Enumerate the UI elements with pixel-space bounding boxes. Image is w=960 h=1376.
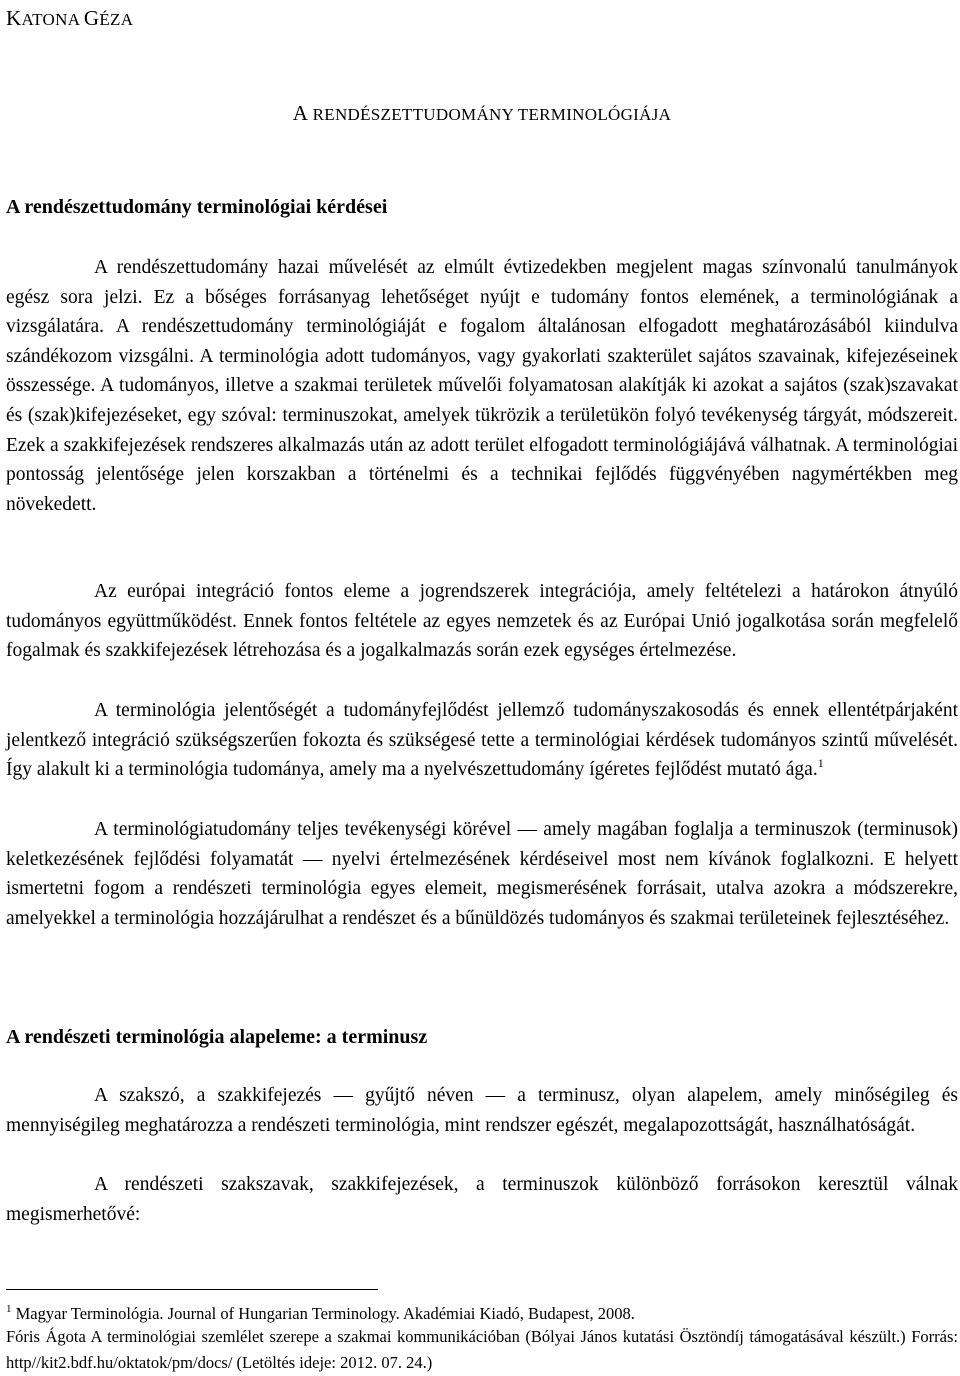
footnote-1-source: Fóris Ágota A terminológiai szemlélet szerepe a szakmai kommunikációban (Bólyai János kutatási Ösztöndíj támogatásával készült.) Forrás: http//kit2.bdf.hu/oktatok/pm/docs/ (Letöltés ideje: 2012. 07. 24.) [6, 1327, 958, 1372]
author-name: KATONA GÉZA [6, 6, 134, 30]
paragraph: A rendészeti szakszavak, szakkifejezések, a terminuszok különböző forrásokon keresztül válnak megismerhetővé: [6, 1174, 958, 1225]
paragraph: Az európai integráció fontos eleme a jogrendszerek integrációja, amely feltételezi a határokon átnyúló tudományos együttműködést. Ennek fontos feltétele az egyes nemzetek és az Európai Unió jogalkotása során megfelelő fogalmak és szakkifejezések létrehozása és a jogalkalmazás során ezek egységes értelmezése. [6, 581, 958, 662]
footnote-separator [6, 1289, 378, 1290]
section-heading-terminology-questions: A rendészettudomány terminológiai kérdései [6, 196, 388, 218]
paragraph: A szakszó, a szakkifejezés — gyűjtő néven — a terminusz, olyan alapelem, amely minőségileg és mennyiségileg meghatározza a rendészeti terminológia, mint rendszer egészét, megalapozottságát, használhatóságát. [6, 1085, 958, 1136]
document-title: A RENDÉSZETTUDOMÁNY TERMINOLÓGIÁJA [292, 101, 672, 125]
footnote-ref[interactable]: 1 [817, 756, 824, 771]
section-heading-basic-element: A rendészeti terminológia alapeleme: a terminusz [6, 1026, 428, 1048]
footnote-1: $^1$ Magyar Terminológia. Journal of Hungarian Terminology. Akadémiai Kiadó, Budapest, 2008. [6, 1303, 635, 1323]
paragraph: A rendészettudomány hazai művelését az elmúlt évtizedekben megjelent magas színvonalú tanulmányok egész sora jelzi. Ez a bőséges forrásanyag lehetőséget nyújt e tudomány fontos elemének, a terminológiának a vizsgálatára. A rendészettudomány terminológiáját e fogalom általánosan elfogadott meghatározásából kiindulva szándékozom vizsgálni. A terminológia adott tudományos, vagy gyakorlati szakterület sajátos szavainak, kifejezéseinek összessége. A tudományos, illetve a szakmai területek művelői folyamatosan alakítják ki azokat a sajátos (szak)szavakat és (szak)kifejezéseket, egy szóval: terminuszokat, amelyek tükrözik a területükön folyó tevékenység tárgyát, módszereit. Ezek a szakkifejezések rendszeres alkalmazás után az adott terület elfogadott terminológiájává válhatnak. A terminológiai pontosság jelentősége jelen korszakban a történelmi és a technikai fejlődés függvényében nagymértékben meg növekedett. [6, 257, 958, 515]
paragraph: A terminológiatudomány teljes tevékenységi körével — amely magában foglalja a terminuszok (terminusok) keletkezésének fejlődési folyamatát — nyelvi értelmezésének kérdéseivel most nem kívánok foglalkozni. E helyett ismertetni fogom a rendészeti terminológia egyes elemeit, megismerésének forrásait, utalva azokra a módszerekre, amelyekkel a terminológia hozzájárulhat a rendészet és a bűnüldözés tudományos és szakmai területeinek fejlesztéséhez. [6, 819, 958, 929]
paragraph: A terminológia jelentőségét a tudományfejlődést jellemző tudományszakosodás és ennek ellentétpárjaként jelentkező integráció szükségszerűen fokozta és szükségesé tette a terminológiai kérdések tudományos szintű művelését. Így alakult ki a terminológia tudománya, amely ma a nyelvészettudomány ígéretes fejlődést mutató ága.$^1$ [6, 700, 958, 781]
